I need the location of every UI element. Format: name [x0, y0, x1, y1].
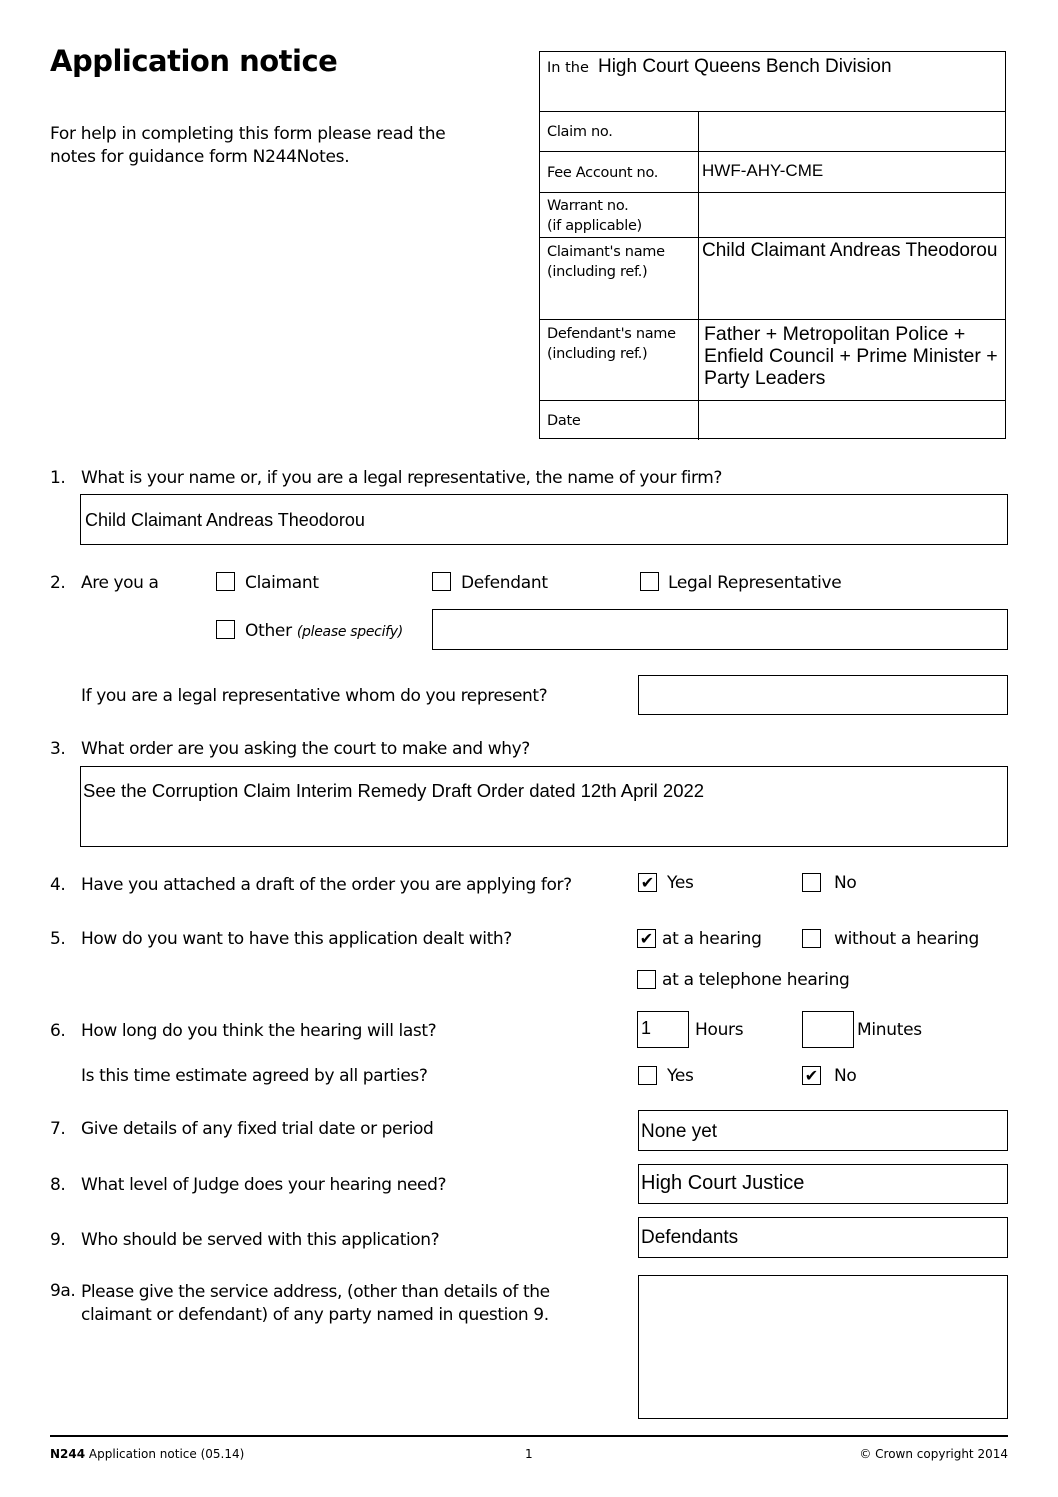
- q6-agreed-text: Is this time estimate agreed by all parties?: [81, 1066, 428, 1086]
- footer-form-name: N244 Application notice (05.14): [50, 1447, 245, 1461]
- claimant-name-field[interactable]: Child Claimant Andreas Theodorou: [698, 238, 1005, 320]
- hours-input[interactable]: 1: [637, 1011, 689, 1048]
- agreed-no-checkbox[interactable]: [802, 1066, 821, 1085]
- court-name-value[interactable]: High Court Queens Bench Division: [597, 56, 892, 77]
- date-row: [540, 400, 1005, 440]
- claim-no-row: [540, 111, 1005, 152]
- check-icon: ✔: [804, 1066, 819, 1085]
- q3-order-input[interactable]: See the Corruption Claim Interim Remedy Draft Order dated 12th April 2022: [80, 766, 1008, 847]
- fee-account-field[interactable]: HWF-AHY-CME: [698, 152, 1005, 193]
- minutes-label: Minutes: [857, 1020, 922, 1040]
- other-specify-input[interactable]: [432, 609, 1008, 650]
- telephone-hearing-label: at a telephone hearing: [662, 970, 850, 990]
- legal-representative-label: Legal Representative: [668, 573, 842, 593]
- q9a-number: 9a.: [50, 1281, 76, 1301]
- q6-text: How long do you think the hearing will last?: [81, 1021, 437, 1041]
- without-hearing-checkbox[interactable]: [802, 929, 821, 948]
- trial-date-input[interactable]: None yet: [638, 1110, 1008, 1151]
- q4-text: Have you attached a draft of the order you are applying for?: [81, 875, 572, 895]
- q5-number: 5.: [50, 929, 66, 949]
- warrant-field[interactable]: [698, 193, 1005, 238]
- other-label: Other (please specify): [245, 621, 403, 641]
- judge-level-input[interactable]: High Court Justice: [638, 1164, 1008, 1204]
- defendant-label: Defendant: [461, 573, 548, 593]
- legal-representative-checkbox[interactable]: [640, 572, 659, 591]
- claim-no-field[interactable]: [698, 112, 1005, 152]
- help-text: For help in completing this form please read the notes for guidance form N244Notes.: [50, 124, 446, 167]
- warrant-label: Warrant no. (if applicable): [547, 198, 642, 234]
- q9-number: 9.: [50, 1230, 66, 1250]
- q9a-text: Please give the service address, (other than details of the claimant or defendant) of any party named in question 9.: [81, 1282, 550, 1325]
- fee-account-row: [540, 151, 1005, 193]
- agreed-no-label: No: [834, 1066, 857, 1086]
- q8-text: What level of Judge does your hearing need?: [81, 1175, 447, 1195]
- q2-rep-text: If you are a legal representative whom do you represent?: [81, 686, 548, 706]
- q2-number: 2.: [50, 573, 66, 593]
- draft-no-checkbox[interactable]: [802, 873, 821, 892]
- footer-divider: [50, 1435, 1008, 1437]
- minutes-input[interactable]: [802, 1011, 854, 1048]
- footer-page-number: 1: [525, 1447, 533, 1461]
- q1-text: What is your name or, if you are a legal representative, the name of your firm?: [81, 468, 723, 488]
- q4-number: 4.: [50, 875, 66, 895]
- court-name-row: [547, 56, 892, 78]
- represent-input[interactable]: [638, 675, 1008, 715]
- claimant-label: Claimant: [245, 573, 319, 593]
- hours-label: Hours: [695, 1020, 744, 1040]
- check-icon: ✔: [639, 929, 654, 948]
- at-hearing-checkbox[interactable]: [637, 929, 656, 948]
- served-input[interactable]: Defendants: [638, 1217, 1008, 1258]
- q9-text: Who should be served with this application?: [81, 1230, 440, 1250]
- draft-yes-checkbox[interactable]: [638, 873, 657, 892]
- q2-text: Are you a: [81, 573, 159, 593]
- q8-number: 8.: [50, 1175, 66, 1195]
- service-address-input[interactable]: [638, 1275, 1008, 1419]
- claimant-checkbox[interactable]: [216, 572, 235, 591]
- telephone-hearing-checkbox[interactable]: [637, 970, 656, 989]
- date-field[interactable]: [698, 401, 1005, 440]
- defendant-checkbox[interactable]: [432, 572, 451, 591]
- page-title: Application notice: [50, 44, 338, 78]
- defendant-name-field[interactable]: Father + Metropolitan Police + Enfield Council + Prime Minister + Party Leaders: [698, 320, 1005, 401]
- defendant-name-row: [540, 319, 1005, 401]
- at-hearing-label: at a hearing: [662, 929, 762, 949]
- q5-text: How do you want to have this application dealt with?: [81, 929, 512, 949]
- warrant-row: [540, 192, 1005, 238]
- q6-number: 6.: [50, 1021, 66, 1041]
- q3-number: 3.: [50, 739, 66, 759]
- date-label: Date: [547, 413, 581, 429]
- claim-no-label: Claim no.: [547, 124, 613, 140]
- q3-text: What order are you asking the court to make and why?: [81, 739, 530, 759]
- q1-name-input[interactable]: Child Claimant Andreas Theodorou: [80, 494, 1008, 545]
- footer-copyright: © Crown copyright 2014: [859, 1447, 1008, 1461]
- check-icon: ✔: [640, 873, 655, 892]
- defendant-name-label: Defendant's name (including ref.): [547, 326, 676, 362]
- draft-yes-label: Yes: [667, 873, 694, 893]
- claimant-name-label: Claimant's name (including ref.): [547, 244, 665, 280]
- agreed-yes-label: Yes: [667, 1066, 694, 1086]
- without-hearing-label: without a hearing: [834, 929, 979, 949]
- court-details-box: [539, 51, 1006, 439]
- q7-number: 7.: [50, 1119, 66, 1139]
- agreed-yes-checkbox[interactable]: [638, 1066, 657, 1085]
- q7-text: Give details of any fixed trial date or period: [81, 1119, 434, 1139]
- draft-no-label: No: [834, 873, 857, 893]
- claimant-name-row: [540, 237, 1005, 320]
- other-checkbox[interactable]: [216, 620, 235, 639]
- q1-number: 1.: [50, 468, 66, 488]
- in-the-label: In the: [547, 60, 589, 76]
- fee-account-label: Fee Account no.: [547, 165, 659, 181]
